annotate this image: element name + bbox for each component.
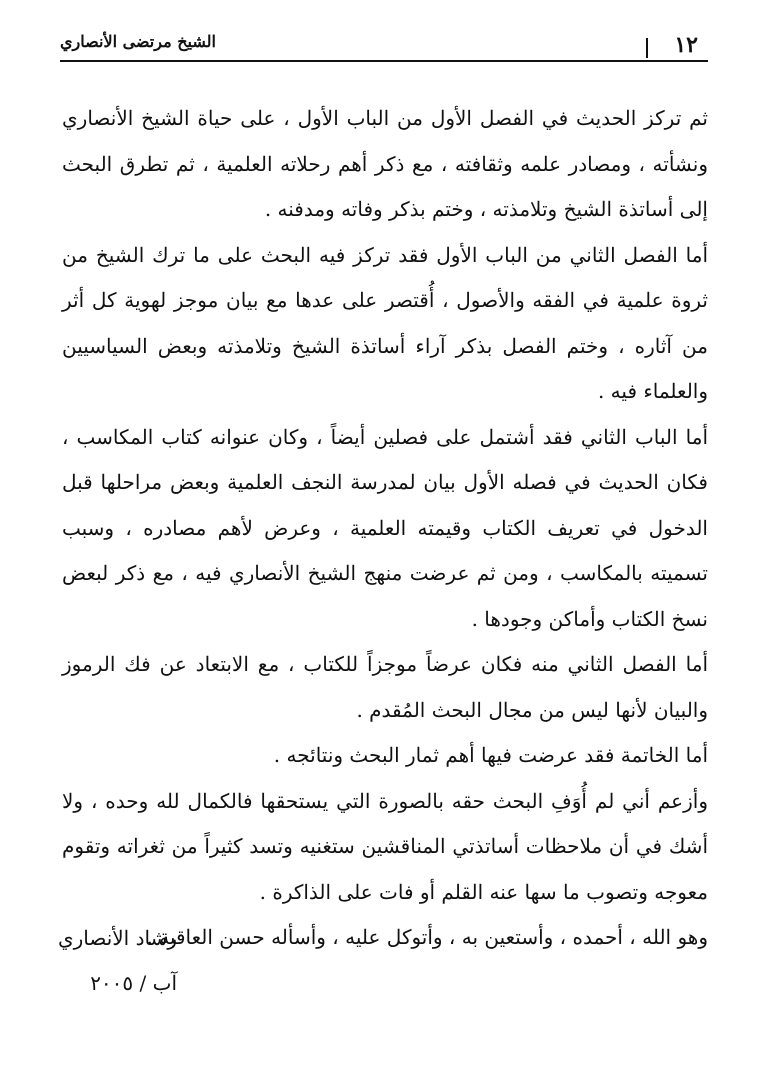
paragraph: أما الفصل الثاني من الباب الأول فقد تركز فيه البحث على ما ترك الشيخ من ثروة علمية في الفقه والأصول ، أُقتصر على عدها مع بيان موجز لهوية كل أثر من آثاره ، وختم الفصل بذكر آراء أساتذة الشيخ وتلامذته وبعض السياسيين والعلماء فيه . (62, 242, 708, 403)
signature-date: آب / ٢٠٠٥ (90, 971, 177, 995)
body-text (62, 96, 708, 961)
header-tick-divider (646, 38, 648, 58)
paragraph: أما الباب الثاني فقد أشتمل على فصلين أيضاً ، وكان عنوانه كتاب المكاسب ، فكان الحديث في فصله الأول بيان لمدرسة النجف العلمية وبعض مراحلها قبل الدخول في تعريف الكتاب وقيمته العلمية ، وعرض لأهم مصادره ، وسبب تسميته بالمكاسب ، ومن ثم عرضت منهج الشيخ الأنصاري فيه ، مع ذكر لبعض نسخ الكتاب وأماكن وجودها . (62, 424, 708, 631)
paragraph: وأزعم أني لم أُوَفِ البحث حقه بالصورة التي يستحقها فالكمال لله وحده ، ولا أشك في أن ملاحظات أساتذتي المناقشين ستغنيه وتسد كثيراً من ثغراته وتقوم معوجه وتصوب ما سها عنه القلم أو فات على الذاكرة . (62, 788, 708, 904)
author-name: رشاد الأنصاري (57, 926, 177, 950)
running-title: الشيخ مرتضى الأنصاري (60, 32, 216, 51)
header-rule (60, 60, 708, 62)
signature-block (58, 916, 177, 1006)
page-header (60, 26, 708, 60)
paragraph: أما الخاتمة فقد عرضت فيها أهم ثمار البحث ونتائجه . (273, 743, 708, 767)
paragraph: أما الفصل الثاني منه فكان عرضاً موجزاً للكتاب ، مع الابتعاد عن فك الرموز والبيان لأنها ليس من مجال البحث المُقدم . (62, 652, 708, 722)
paragraph: ثم تركز الحديث في الفصل الأول من الباب الأول ، على حياة الشيخ الأنصاري ونشأته ، ومصادر علمه وثقافته ، مع ذكر أهم رحلاته العلمية ، ثم تطرق البحث إلى أساتذة الشيخ وتلامذته ، وختم بذكر وفاته ومدفنه . (62, 106, 708, 221)
page-number: ١٢ (674, 32, 698, 58)
paragraph: وهو الله ، أحمده ، وأستعين به ، وأتوكل عليه ، وأسأله حسن العاقبة . (146, 925, 708, 949)
